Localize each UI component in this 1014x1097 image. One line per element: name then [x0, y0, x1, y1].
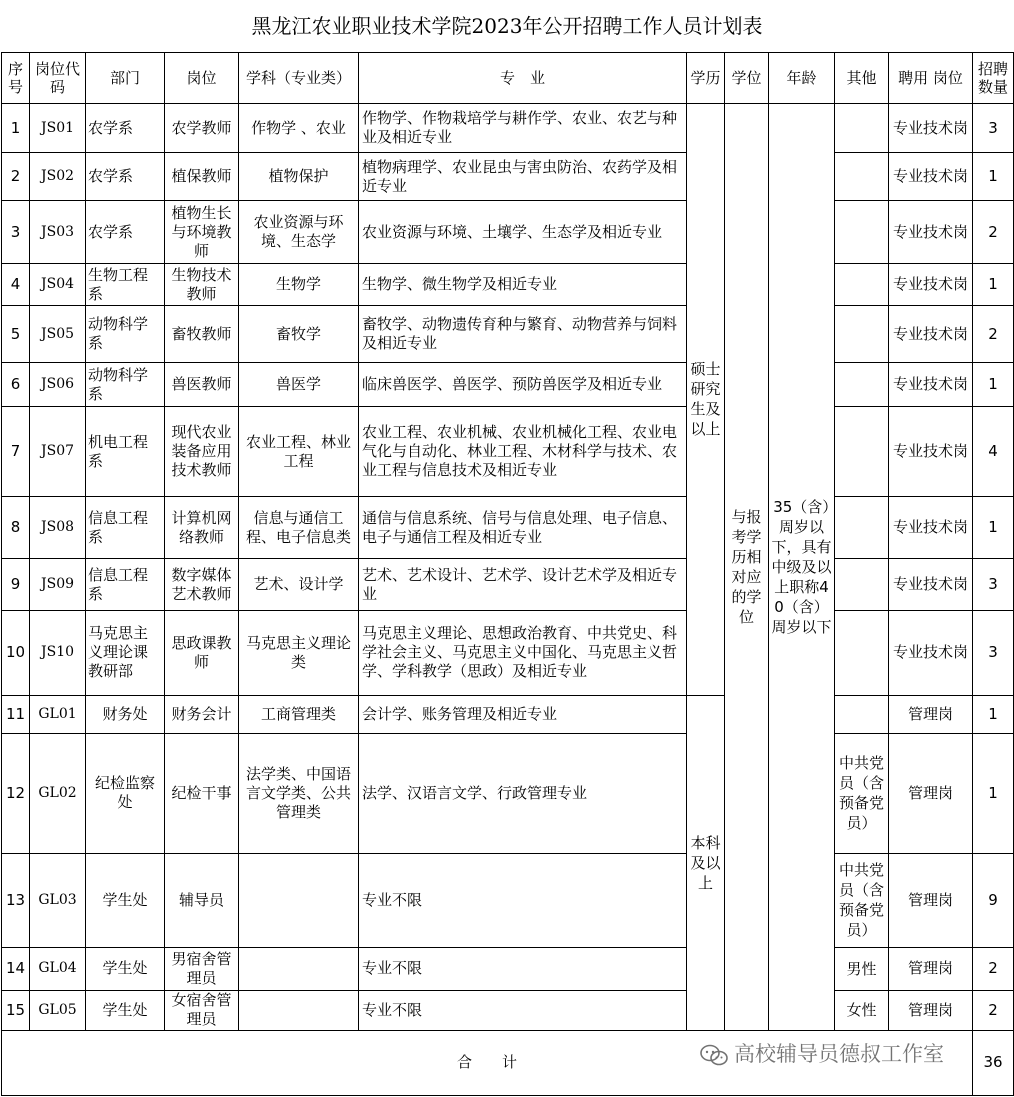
row-type: 管理岗 — [889, 947, 973, 990]
row-seq: 14 — [2, 947, 30, 990]
row-count: 1 — [973, 695, 1014, 733]
row-subject: 马克思主义理论类 — [239, 611, 359, 695]
row-count: 3 — [973, 611, 1014, 695]
row-subject: 农业工程、林业工程 — [239, 407, 359, 497]
row-post: 植物生长与环境教师 — [165, 201, 239, 264]
row-seq: 8 — [2, 497, 30, 559]
row-code: JS10 — [30, 611, 86, 695]
row-code: JS04 — [30, 264, 86, 306]
header-row — [2, 53, 1014, 104]
row-type: 管理岗 — [889, 853, 973, 947]
row-major: 农业资源与环境、土壤学、生态学及相近专业 — [359, 201, 687, 264]
row-subject — [239, 990, 359, 1030]
row-major: 农业工程、农业机械、农业机械化工程、农业电气化与自动化、林业工程、木材科学与技术、农业工程与信息技术及相近专业 — [359, 407, 687, 497]
row-type: 专业技术岗 — [889, 559, 973, 611]
row-count: 2 — [973, 947, 1014, 990]
row-major: 法学、汉语言文学、行政管理专业 — [359, 733, 687, 853]
row-other — [835, 407, 889, 497]
header-age: 年龄 — [769, 53, 835, 104]
row-seq: 15 — [2, 990, 30, 1030]
row-major: 专业不限 — [359, 990, 687, 1030]
row-subject: 艺术、设计学 — [239, 559, 359, 611]
row-subject: 信息与通信工程、电子信息类 — [239, 497, 359, 559]
header-post: 岗位 — [165, 53, 239, 104]
row-other: 中共党员（含预备党员） — [835, 733, 889, 853]
row-other — [835, 104, 889, 153]
table-row — [2, 201, 1014, 264]
row-count: 3 — [973, 559, 1014, 611]
table-row — [2, 611, 1014, 695]
row-dept: 学生处 — [86, 947, 165, 990]
row-count: 2 — [973, 990, 1014, 1030]
row-other — [835, 363, 889, 407]
row-other — [835, 306, 889, 363]
row-code: JS02 — [30, 153, 86, 201]
table-row — [2, 104, 1014, 153]
total-value: 36 — [973, 1030, 1014, 1095]
row-seq: 4 — [2, 264, 30, 306]
row-code: JS05 — [30, 306, 86, 363]
header-major: 专 业 — [359, 53, 687, 104]
wechat-icon — [700, 1044, 728, 1066]
row-post: 纪检干事 — [165, 733, 239, 853]
header-other: 其他 — [835, 53, 889, 104]
row-dept: 纪检监察处 — [86, 733, 165, 853]
row-type: 管理岗 — [889, 695, 973, 733]
row-seq: 11 — [2, 695, 30, 733]
table-row — [2, 264, 1014, 306]
row-seq: 7 — [2, 407, 30, 497]
row-major: 通信与信息系统、信号与信息处理、电子信息、电子与通信工程及相近专业 — [359, 497, 687, 559]
row-major: 艺术、艺术设计、艺术学、设计艺术学及相近专业 — [359, 559, 687, 611]
table-row — [2, 559, 1014, 611]
row-major: 植物病理学、农业昆虫与害虫防治、农药学及相近专业 — [359, 153, 687, 201]
row-subject: 农业资源与环境、生态学 — [239, 201, 359, 264]
row-major: 作物学、作物栽培学与耕作学、农业、农艺与种业及相近专业 — [359, 104, 687, 153]
row-type: 专业技术岗 — [889, 497, 973, 559]
degree-cell: 与报考学历相对应的学位 — [725, 104, 769, 1031]
row-count: 1 — [973, 153, 1014, 201]
row-type: 专业技术岗 — [889, 264, 973, 306]
row-post: 现代农业装备应用技术教师 — [165, 407, 239, 497]
row-other — [835, 264, 889, 306]
header-subject: 学科（专业类） — [239, 53, 359, 104]
row-seq: 6 — [2, 363, 30, 407]
row-dept: 学生处 — [86, 853, 165, 947]
row-post: 女宿舍管理员 — [165, 990, 239, 1030]
row-dept: 农学系 — [86, 104, 165, 153]
table-row — [2, 947, 1014, 990]
row-other — [835, 559, 889, 611]
row-count: 2 — [973, 201, 1014, 264]
row-seq: 10 — [2, 611, 30, 695]
row-type: 专业技术岗 — [889, 153, 973, 201]
row-seq: 13 — [2, 853, 30, 947]
row-dept: 农学系 — [86, 201, 165, 264]
row-count: 1 — [973, 363, 1014, 407]
row-code: JS09 — [30, 559, 86, 611]
row-seq: 1 — [2, 104, 30, 153]
page-title: 黑龙江农业职业技术学院2023年公开招聘工作人员计划表 — [251, 14, 763, 38]
row-code: JS06 — [30, 363, 86, 407]
row-subject: 工商管理类 — [239, 695, 359, 733]
row-type: 管理岗 — [889, 733, 973, 853]
header-type: 聘用 岗位 — [889, 53, 973, 104]
row-post: 农学教师 — [165, 104, 239, 153]
row-post: 植保教师 — [165, 153, 239, 201]
row-dept: 学生处 — [86, 990, 165, 1030]
row-dept: 财务处 — [86, 695, 165, 733]
row-other — [835, 201, 889, 264]
header-seq: 序号 — [2, 53, 30, 104]
row-post: 畜牧教师 — [165, 306, 239, 363]
row-subject: 生物学 — [239, 264, 359, 306]
row-type: 专业技术岗 — [889, 306, 973, 363]
row-subject: 法学类、中国语言文学类、公共管理类 — [239, 733, 359, 853]
row-code: GL03 — [30, 853, 86, 947]
watermark — [700, 1038, 944, 1068]
row-code: JS03 — [30, 201, 86, 264]
header-code: 岗位代码 — [30, 53, 86, 104]
table-row — [2, 990, 1014, 1030]
row-subject: 作物学 、农业 — [239, 104, 359, 153]
table-row — [2, 363, 1014, 407]
row-subject — [239, 947, 359, 990]
row-other: 男性 — [835, 947, 889, 990]
row-other — [835, 153, 889, 201]
row-major: 畜牧学、动物遗传育种与繁育、动物营养与饲料及相近专业 — [359, 306, 687, 363]
row-major: 临床兽医学、兽医学、预防兽医学及相近专业 — [359, 363, 687, 407]
row-post: 兽医教师 — [165, 363, 239, 407]
row-major: 专业不限 — [359, 853, 687, 947]
row-major: 生物学、微生物学及相近专业 — [359, 264, 687, 306]
row-count: 2 — [973, 306, 1014, 363]
row-code: GL01 — [30, 695, 86, 733]
row-other — [835, 695, 889, 733]
table-row — [2, 733, 1014, 853]
row-code: GL02 — [30, 733, 86, 853]
row-count: 1 — [973, 497, 1014, 559]
row-dept: 信息工程系 — [86, 559, 165, 611]
recruitment-table — [1, 52, 1014, 1096]
row-code: JS07 — [30, 407, 86, 497]
header-count: 招聘数量 — [973, 53, 1014, 104]
row-other — [835, 497, 889, 559]
row-post: 财务会计 — [165, 695, 239, 733]
row-post: 生物技术教师 — [165, 264, 239, 306]
row-count: 3 — [973, 104, 1014, 153]
row-code: JS08 — [30, 497, 86, 559]
row-code: GL04 — [30, 947, 86, 990]
header-degree: 学位 — [725, 53, 769, 104]
row-subject — [239, 853, 359, 947]
row-subject: 兽医学 — [239, 363, 359, 407]
row-type: 专业技术岗 — [889, 201, 973, 264]
row-major: 专业不限 — [359, 947, 687, 990]
row-seq: 3 — [2, 201, 30, 264]
table-row — [2, 153, 1014, 201]
edu-graduate-cell: 硕士研究生及以上 — [687, 104, 725, 695]
table-row — [2, 407, 1014, 497]
total-label: 合 计 — [2, 1030, 973, 1095]
row-major: 会计学、账务管理及相近专业 — [359, 695, 687, 733]
row-dept: 动物科学系 — [86, 363, 165, 407]
row-count: 1 — [973, 264, 1014, 306]
row-post: 男宿舍管理员 — [165, 947, 239, 990]
edu-bachelor-cell: 本科及以上 — [687, 695, 725, 1030]
row-type: 专业技术岗 — [889, 611, 973, 695]
row-seq: 2 — [2, 153, 30, 201]
table-row — [2, 306, 1014, 363]
row-seq: 9 — [2, 559, 30, 611]
row-type: 专业技术岗 — [889, 104, 973, 153]
row-seq: 12 — [2, 733, 30, 853]
row-dept: 机电工程系 — [86, 407, 165, 497]
row-dept: 信息工程系 — [86, 497, 165, 559]
row-seq: 5 — [2, 306, 30, 363]
row-code: GL05 — [30, 990, 86, 1030]
watermark-text: 高校辅导员德叔工作室 — [734, 1042, 944, 1066]
row-code: JS01 — [30, 104, 86, 153]
row-other: 女性 — [835, 990, 889, 1030]
header-edu: 学历 — [687, 53, 725, 104]
row-dept: 动物科学系 — [86, 306, 165, 363]
row-subject: 畜牧学 — [239, 306, 359, 363]
row-dept: 马克思主义理论课教研部 — [86, 611, 165, 695]
row-count: 9 — [973, 853, 1014, 947]
row-count: 4 — [973, 407, 1014, 497]
row-count: 1 — [973, 733, 1014, 853]
table-row — [2, 497, 1014, 559]
row-type: 专业技术岗 — [889, 363, 973, 407]
row-type: 专业技术岗 — [889, 407, 973, 497]
row-post: 思政课教师 — [165, 611, 239, 695]
row-other — [835, 611, 889, 695]
age-cell: 35（含）周岁以下，具有中级及以上职称40（含）周岁以下 — [769, 104, 835, 1031]
row-dept: 生物工程系 — [86, 264, 165, 306]
row-major: 马克思主义理论、思想政治教育、中共党史、科学社会主义、马克思主义中国化、马克思主义哲学、学科教学（思政）及相近专业 — [359, 611, 687, 695]
row-post: 数字媒体艺术教师 — [165, 559, 239, 611]
row-post: 辅导员 — [165, 853, 239, 947]
table-row — [2, 853, 1014, 947]
row-dept: 农学系 — [86, 153, 165, 201]
header-dept: 部门 — [86, 53, 165, 104]
table-row — [2, 695, 1014, 733]
row-type: 管理岗 — [889, 990, 973, 1030]
row-other: 中共党员（含预备党员） — [835, 853, 889, 947]
row-subject: 植物保护 — [239, 153, 359, 201]
row-post: 计算机网络教师 — [165, 497, 239, 559]
